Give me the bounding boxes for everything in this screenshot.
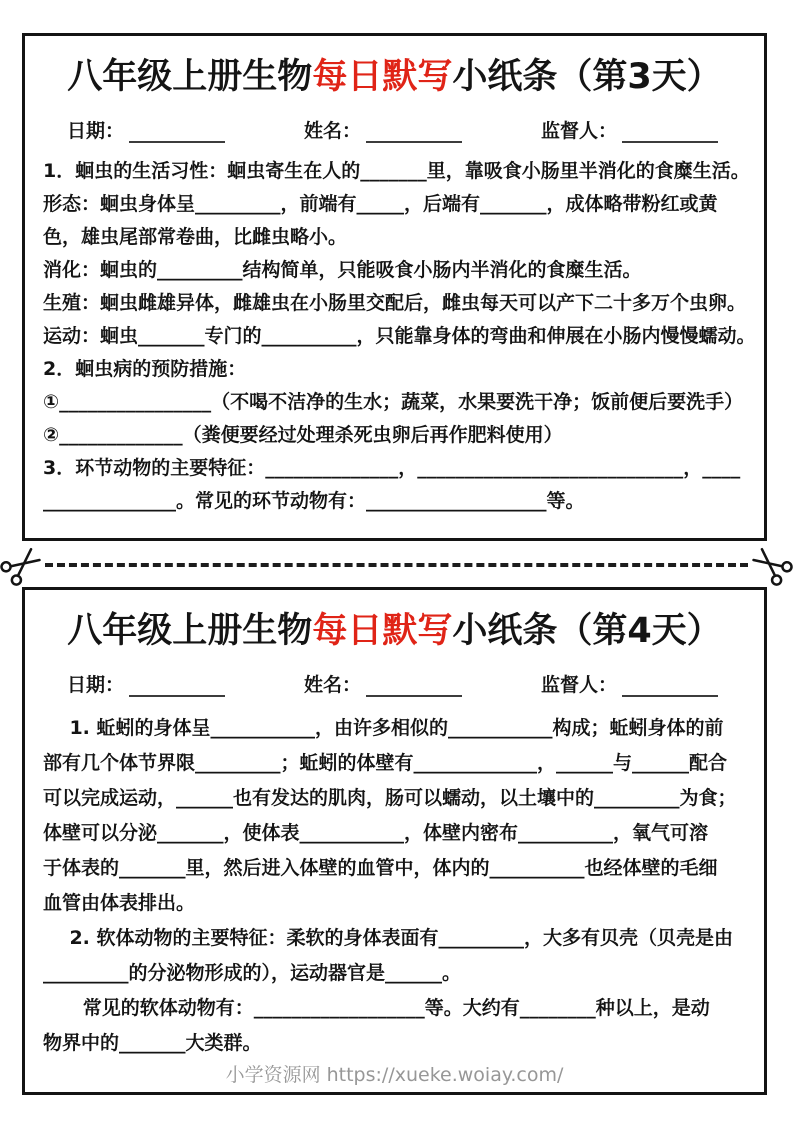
title-suffix: 小纸条（第4天） (452, 611, 722, 651)
cut-line (0, 546, 793, 584)
body-line: ______________。常见的环节动物有：___________________等。 (43, 489, 585, 512)
scissors-icon (0, 546, 44, 584)
body-line: _________的分泌物形成的），运动器官是______。 (43, 961, 462, 984)
body-line: 常见的软体动物有：__________________等。大约有________种以上，是动 (43, 996, 710, 1019)
body-line: 2. 软体动物的主要特征：柔软的身体表面有_________，大多有贝壳（贝壳是由 (43, 926, 734, 949)
body-line: 色，雄虫尾部常卷曲，比雌虫略小。 (43, 225, 348, 248)
header-fields-day4 (67, 670, 718, 697)
body-line: 消化：蛔虫的_________结构简单，只能吸食小肠内半消化的食糜生活。 (43, 258, 642, 281)
name-label: 姓名： (303, 119, 361, 142)
title-prefix: 八年级上册生物 (67, 57, 313, 97)
title-highlight: 每日默写 (312, 611, 453, 651)
supervisor-field (541, 670, 718, 697)
body-line: 1．蛔虫的生活习性：蛔虫寄生在人的_______里，靠吸食小肠里半消化的食糜生活。 (43, 159, 750, 182)
name-label: 姓名： (303, 673, 361, 696)
dashed-cut-rule (45, 563, 748, 567)
header-fields-day3 (67, 116, 718, 143)
body-line: ①________________（不喝不洁净的生水；蔬菜，水果要洗干净；饭前便后要洗手） (43, 390, 744, 413)
title-highlight: 每日默写 (312, 57, 453, 97)
body-line: 部有几个体节界限_________；蚯蚓的体壁有_____________，______与______配合 (43, 751, 728, 774)
worksheet-card-day3 (22, 33, 767, 541)
name-blank (366, 122, 462, 143)
supervisor-blank (622, 122, 718, 143)
date-field (67, 116, 225, 143)
site-footer: 小学资源网 https://xueke.woiay.com/ (225, 1064, 564, 1086)
date-label: 日期： (67, 673, 125, 696)
body-line: 1. 蚯蚓的身体呈___________，由许多相似的___________构成；蚯蚓身体的前 (43, 716, 724, 739)
body-line: 于体表的_______里，然后进入体壁的血管中，体内的__________也经体壁的毛细 (43, 856, 718, 879)
title-suffix: 小纸条（第3天） (452, 57, 722, 97)
body-line: 血管由体表排出。 (43, 891, 196, 914)
section-body-day4 (43, 711, 750, 1061)
body-line: 3．环节动物的主要特征：______________，____________________________，____ (43, 456, 741, 479)
body-line: 物界中的_______大类群。 (43, 1031, 262, 1054)
body-line: 形态：蛔虫身体呈_________，前端有_____，后端有_______，成体略带粉红或黄 (43, 192, 718, 215)
title-prefix: 八年级上册生物 (67, 611, 313, 651)
name-blank (366, 676, 462, 697)
body-line: ②_____________（粪便要经过处理杀死虫卵后再作肥料使用） (43, 423, 563, 446)
body-line: 生殖：蛔虫雌雄异体，雌雄虫在小肠里交配后，雌虫每天可以产下二十多万个虫卵。 (43, 291, 747, 314)
supervisor-blank (622, 676, 718, 697)
name-field (304, 670, 462, 697)
body-line: 运动：蛔虫_______专门的__________，只能靠身体的弯曲和伸展在小肠内慢慢蠕动。 (43, 324, 756, 347)
body-line: 2．蛔虫病的预防措施： (43, 357, 247, 380)
supervisor-label: 监督人： (540, 119, 617, 142)
date-blank (129, 676, 225, 697)
body-line: 体壁可以分泌_______，使体表___________，体壁内密布__________，氧气可溶 (43, 821, 709, 844)
date-field (67, 670, 225, 697)
supervisor-label: 监督人： (540, 673, 617, 696)
name-field (304, 116, 462, 143)
supervisor-field (541, 116, 718, 143)
page-title-day4 (33, 610, 756, 654)
scissors-icon (749, 546, 793, 584)
body-line: 可以完成运动，______也有发达的肌肉，肠可以蠕动，以土壤中的_________为食； (43, 786, 737, 809)
worksheet-card-day4 (22, 587, 767, 1095)
page-title-day3 (33, 56, 756, 100)
date-blank (129, 122, 225, 143)
section-body-day3 (43, 155, 756, 518)
date-label: 日期： (67, 119, 125, 142)
